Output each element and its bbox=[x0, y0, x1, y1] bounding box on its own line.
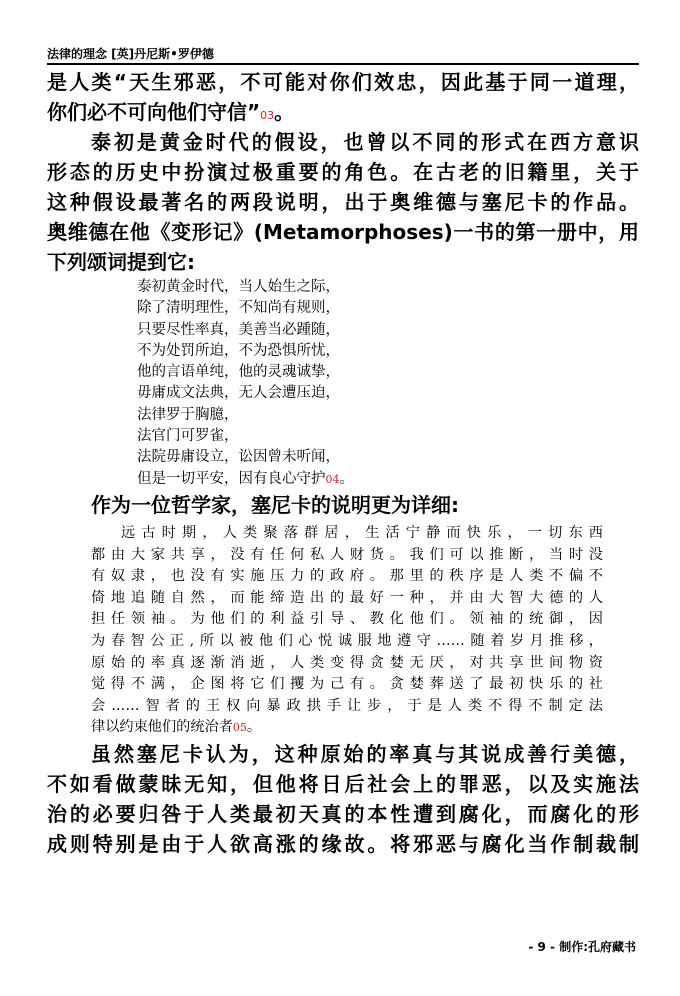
poem-line: 不为处罚所迫，不为恐惧所忧， bbox=[137, 342, 340, 359]
quote-line: 远古时期，人类聚落群居，生活宁静而快乐，一切东西 bbox=[121, 524, 603, 541]
quote-line: 觉得不满，企图将它们攫为己有。贪婪葬送了最初快乐的社 bbox=[91, 676, 603, 693]
poem-line: 法院毋庸设立，讼因曾未听闻， bbox=[137, 449, 340, 466]
quote-line: 倚地追随自然，而能缔造出的最好一种，并由大智大德的人 bbox=[91, 589, 603, 606]
text-line: 奥维德在他《变形记》(Metamorphoses)一书的第一册中，用 bbox=[47, 220, 639, 244]
footnote-ref[interactable]: 05 bbox=[232, 721, 247, 735]
quote-line: 有奴隶，也没有实施压力的政府。那里的秩序是人类不偏不 bbox=[91, 568, 603, 585]
poem-line: 泰初黄金时代，当人始生之际， bbox=[137, 279, 340, 295]
text-line: 虽然塞尼卡认为，这种原始的率真与其说成善行美德， bbox=[91, 741, 639, 766]
poem-block bbox=[137, 277, 639, 490]
quote-line: 会……智者的王权向暴政拱手让步，于是人类不得不制定法 bbox=[91, 697, 603, 714]
text-line: 成则特别是由于人欲高涨的缘故。将邪恶与腐化当作制裁制 bbox=[47, 831, 639, 856]
poem-line: 毋庸成文法典，无人会遭压迫， bbox=[137, 385, 340, 402]
running-header bbox=[47, 47, 639, 65]
credit-text: 制作:孔府藏书 bbox=[559, 940, 636, 954]
quote-line: 律以约束他们的统治者05。 bbox=[91, 719, 262, 736]
poem-line: 但是一切平安，因有良心守护04。 bbox=[137, 470, 354, 487]
text-line: 治的必要归咎于人类最初天真的本性遭到腐化，而腐化的形 bbox=[47, 801, 639, 826]
text-line: 形态的历史中扮演过极重要的角色。在古老的旧籍里，关于 bbox=[47, 160, 639, 184]
paragraph-1 bbox=[47, 67, 639, 127]
text-line: 你们必不可向他们守信”03。 bbox=[47, 100, 295, 124]
footnote-ref[interactable]: 03 bbox=[260, 109, 275, 122]
text-line: 下列颂词提到它: bbox=[47, 250, 195, 274]
text-line: 泰初是黄金时代的假设，也曾以不同的形式在西方意识 bbox=[91, 130, 639, 154]
paragraph-3: 作为一位哲学家，塞尼卡的说明更为详细: bbox=[91, 492, 459, 517]
text-line: 是人类“天生邪恶，不可能对你们效忠，因此基于同一道理， bbox=[47, 70, 639, 94]
poem-line: 法官门可罗雀， bbox=[137, 428, 239, 445]
text-line: 不如看做蒙昧无知，但他将日后社会上的罪恶，以及实施法 bbox=[47, 771, 639, 796]
poem-line: 他的言语单纯，他的灵魂诚挚， bbox=[137, 364, 340, 381]
quote-line: 担任领袖。为他们的利益引导、教化他们。领袖的统御，因 bbox=[91, 611, 603, 628]
quote-line: 原始的率真逐渐消逝，人类变得贪婪无厌，对共享世间物资 bbox=[91, 654, 603, 671]
paragraph-2 bbox=[47, 127, 639, 277]
page-body bbox=[47, 67, 639, 859]
footnote-ref[interactable]: 04 bbox=[325, 472, 340, 486]
text-line: 这种假设最著名的两段说明，出于奥维德与塞尼卡的作品。 bbox=[47, 190, 639, 214]
quote-line: 都由大家共享，没有任何私人财货。我们可以推断，当时没 bbox=[91, 546, 603, 563]
page-number: - 9 - bbox=[528, 940, 555, 954]
page-footer bbox=[528, 938, 636, 955]
header-title: 法律的理念 [英]丹尼斯•罗伊德 bbox=[47, 47, 214, 61]
quote-block bbox=[91, 523, 603, 739]
poem-line: 法律罗于胸臆， bbox=[137, 406, 239, 423]
poem-line: 只要尽性率真，美善当必踵随， bbox=[137, 321, 340, 338]
paragraph-4 bbox=[47, 739, 639, 859]
poem-line: 除了清明理性，不知尚有规则， bbox=[137, 300, 340, 317]
quote-line: 为春智公正,所以被他们心悦诚服地遵守……随着岁月推移， bbox=[91, 632, 603, 649]
